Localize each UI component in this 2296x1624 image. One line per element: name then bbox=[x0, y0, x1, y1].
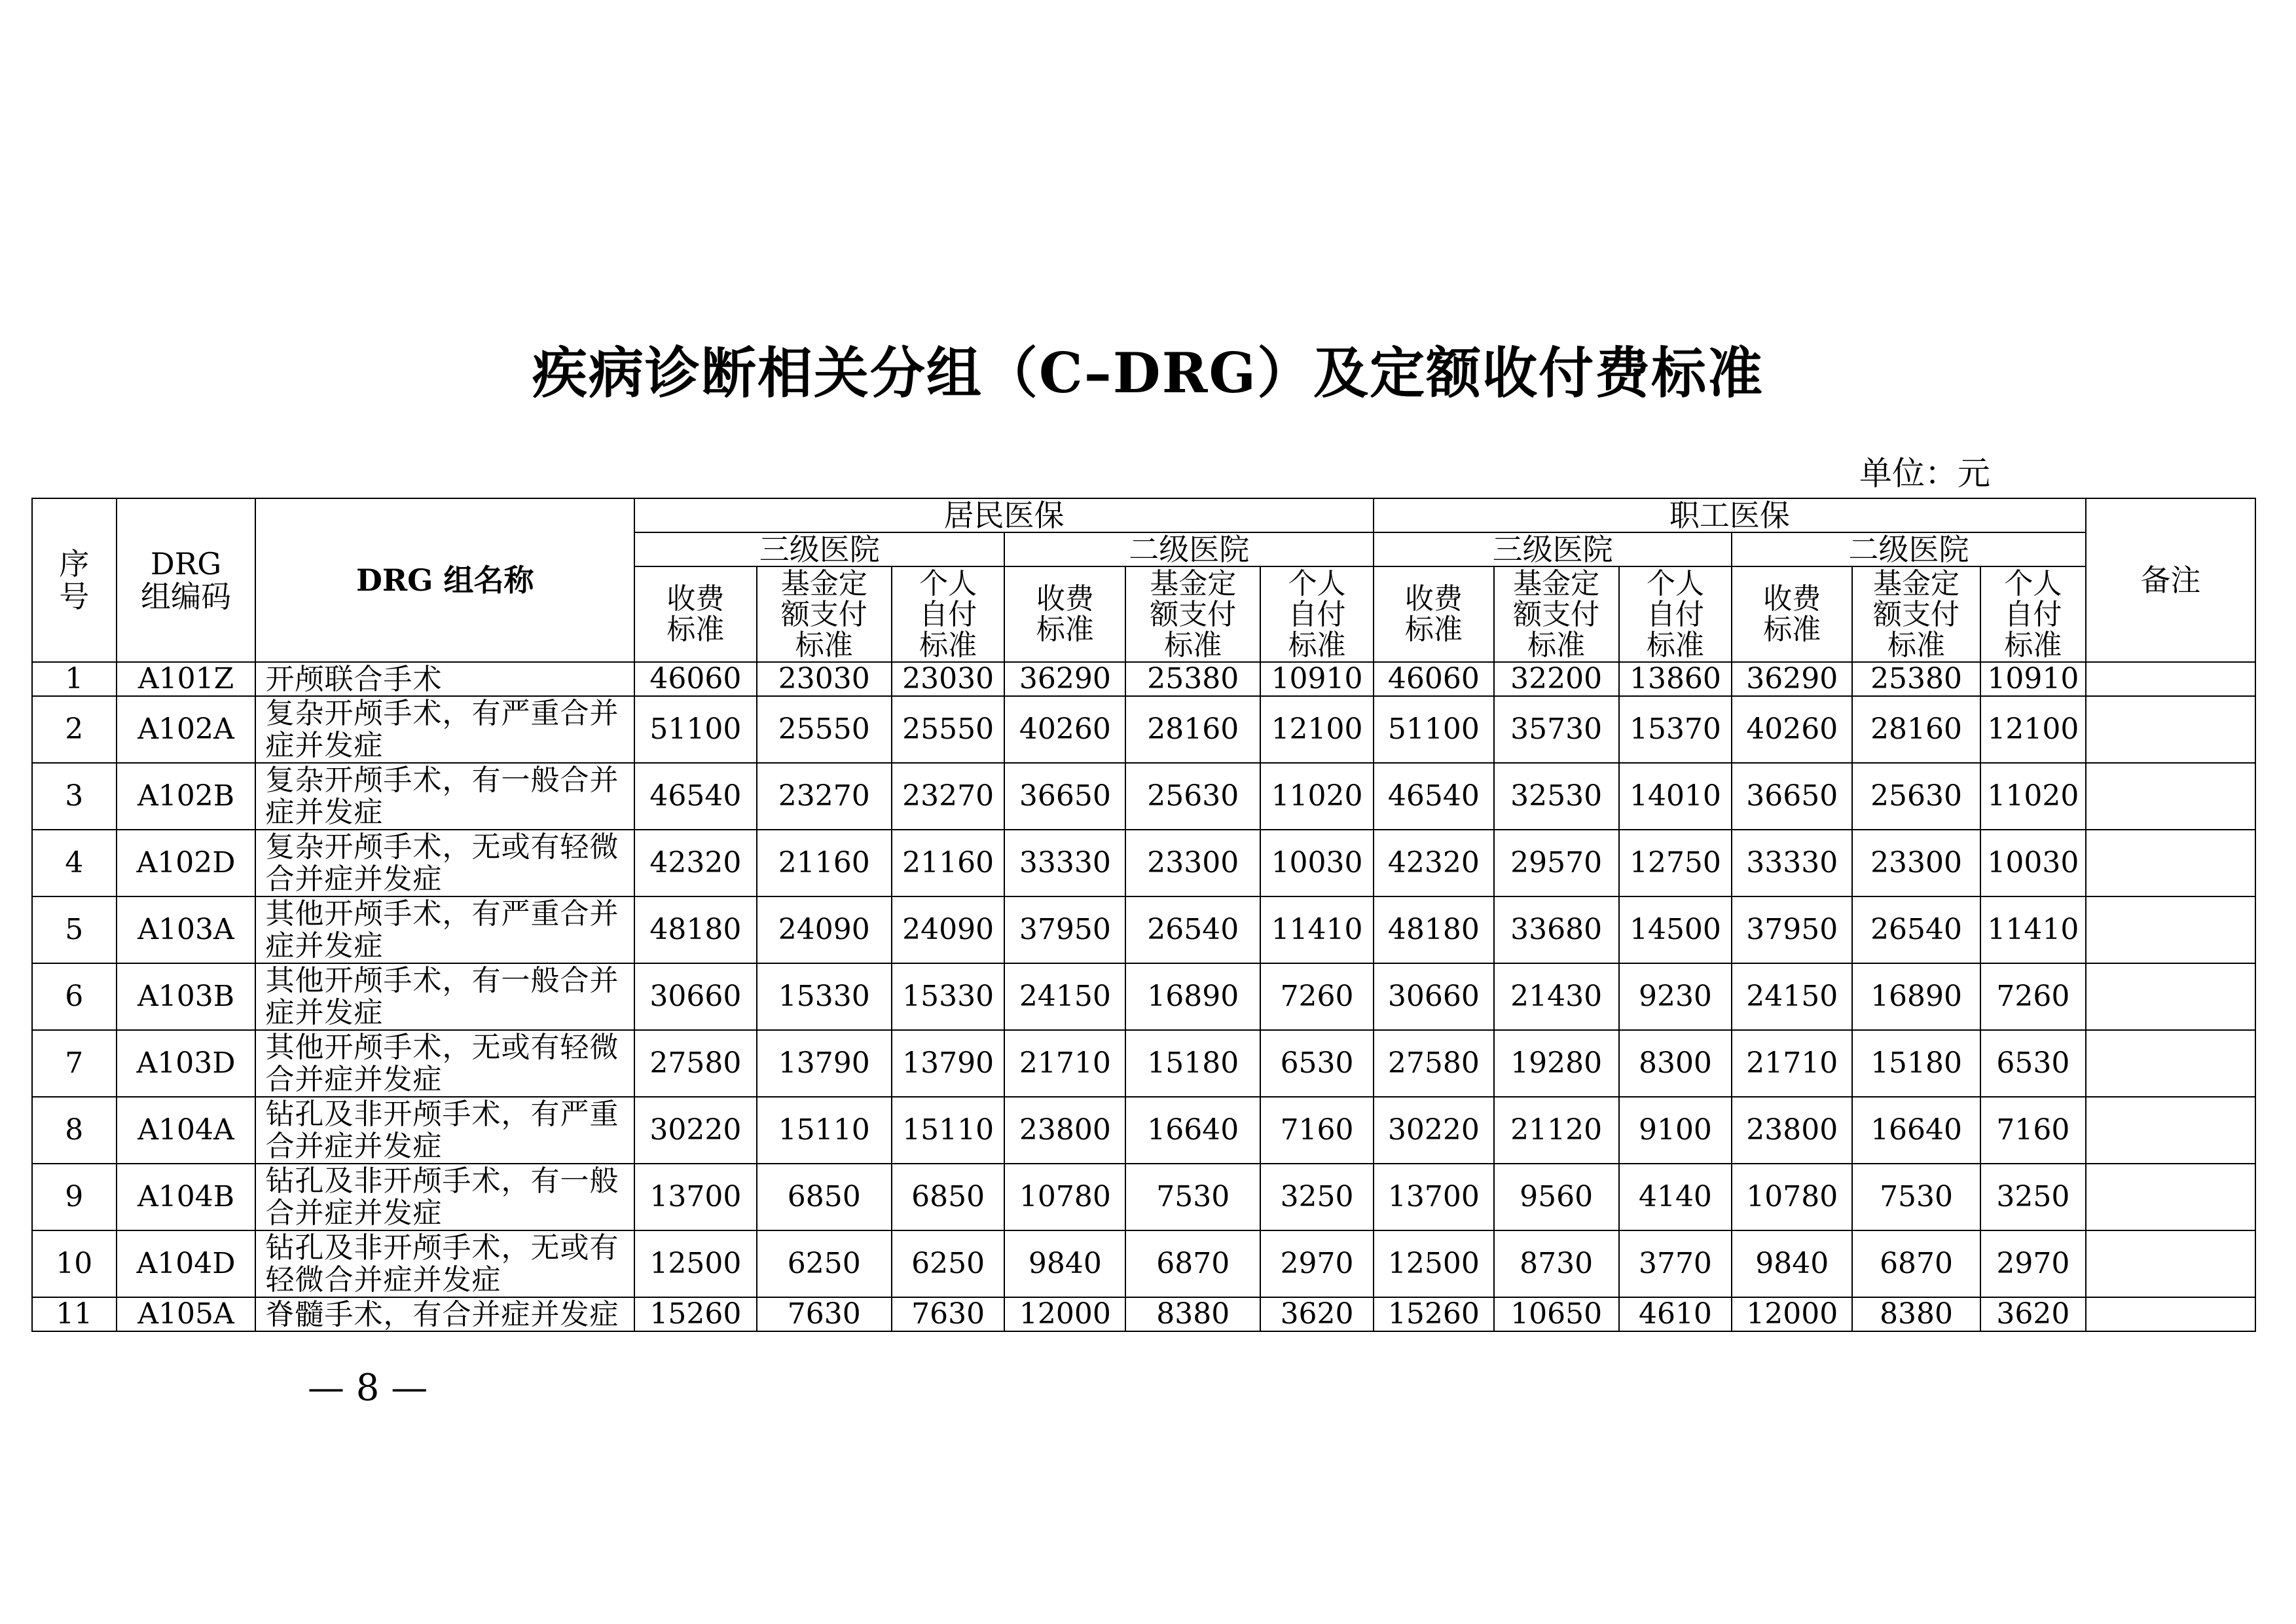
row-fee-value: 7530 bbox=[1125, 1164, 1260, 1230]
row-fee-value: 21160 bbox=[892, 830, 1005, 896]
header-employee-secondary: 二级医院 bbox=[1732, 532, 2085, 566]
row-fee-value: 15260 bbox=[634, 1297, 757, 1331]
row-fee-value: 3250 bbox=[1980, 1164, 2086, 1230]
row-fee-value: 6530 bbox=[1980, 1030, 2086, 1097]
header-self-pay: 个人自付标准 bbox=[892, 566, 1005, 662]
row-fee-value: 27580 bbox=[634, 1030, 757, 1097]
row-seq: 6 bbox=[32, 963, 117, 1030]
row-fee-value: 37950 bbox=[1732, 896, 1852, 963]
row-fee-value: 51100 bbox=[634, 696, 757, 763]
row-seq: 10 bbox=[32, 1230, 117, 1297]
header-fund-payment: 基金定额支付标准 bbox=[1125, 566, 1260, 662]
row-fee-value: 16890 bbox=[1125, 963, 1260, 1030]
header-drg-code: DRG组编码 bbox=[117, 498, 256, 662]
row-fee-value: 12750 bbox=[1619, 830, 1732, 896]
row-fee-value: 10910 bbox=[1980, 662, 2086, 696]
page-number: — 8 — bbox=[308, 1367, 428, 1409]
row-fee-value: 37950 bbox=[1004, 896, 1125, 963]
header-employee-tertiary: 三级医院 bbox=[1374, 532, 1732, 566]
row-fee-value: 15180 bbox=[1852, 1030, 1980, 1097]
row-fee-value: 46060 bbox=[634, 662, 757, 696]
row-fee-value: 40260 bbox=[1732, 696, 1852, 763]
header-resident-tertiary: 三级医院 bbox=[634, 532, 1004, 566]
row-seq: 2 bbox=[32, 696, 117, 763]
header-drg-name: DRG 组名称 bbox=[255, 498, 634, 662]
row-fee-value: 25630 bbox=[1852, 763, 1980, 830]
row-fee-value: 28160 bbox=[1852, 696, 1980, 763]
row-fee-value: 12000 bbox=[1004, 1297, 1125, 1331]
row-seq: 7 bbox=[32, 1030, 117, 1097]
row-fee-value: 46060 bbox=[1374, 662, 1494, 696]
row-fee-value: 19280 bbox=[1494, 1030, 1619, 1097]
row-seq: 8 bbox=[32, 1097, 117, 1164]
row-fee-value: 24090 bbox=[757, 896, 892, 963]
row-fee-value: 6850 bbox=[757, 1164, 892, 1230]
row-drg-name: 复杂开颅手术，有严重合并症并发症 bbox=[255, 696, 634, 763]
table-row bbox=[32, 1297, 2255, 1331]
row-seq: 3 bbox=[32, 763, 117, 830]
row-remark bbox=[2086, 830, 2255, 896]
row-fee-value: 9230 bbox=[1619, 963, 1732, 1030]
row-fee-value: 51100 bbox=[1374, 696, 1494, 763]
row-fee-value: 26540 bbox=[1125, 896, 1260, 963]
row-drg-code: A105A bbox=[117, 1297, 256, 1331]
row-fee-value: 12100 bbox=[1260, 696, 1374, 763]
row-fee-value: 6870 bbox=[1125, 1230, 1260, 1297]
row-fee-value: 10030 bbox=[1260, 830, 1374, 896]
row-fee-value: 3770 bbox=[1619, 1230, 1732, 1297]
row-fee-value: 23800 bbox=[1732, 1097, 1852, 1164]
row-fee-value: 35730 bbox=[1494, 696, 1619, 763]
row-fee-value: 10780 bbox=[1732, 1164, 1852, 1230]
row-fee-value: 24150 bbox=[1004, 963, 1125, 1030]
row-fee-value: 10650 bbox=[1494, 1297, 1619, 1331]
row-drg-code: A104A bbox=[117, 1097, 256, 1164]
table-row bbox=[32, 1230, 2255, 1297]
row-seq: 11 bbox=[32, 1297, 117, 1331]
row-fee-value: 13860 bbox=[1619, 662, 1732, 696]
row-fee-value: 6850 bbox=[892, 1164, 1005, 1230]
row-fee-value: 7160 bbox=[1980, 1097, 2086, 1164]
row-drg-code: A101Z bbox=[117, 662, 256, 696]
table-row bbox=[32, 696, 2255, 763]
row-drg-name: 复杂开颅手术，无或有轻微合并症并发症 bbox=[255, 830, 634, 896]
row-seq: 9 bbox=[32, 1164, 117, 1230]
row-fee-value: 8380 bbox=[1852, 1297, 1980, 1331]
row-fee-value: 12500 bbox=[634, 1230, 757, 1297]
row-drg-name: 钻孔及非开颅手术，有严重合并症并发症 bbox=[255, 1097, 634, 1164]
row-fee-value: 13790 bbox=[892, 1030, 1005, 1097]
row-fee-value: 15330 bbox=[892, 963, 1005, 1030]
row-fee-value: 2970 bbox=[1980, 1230, 2086, 1297]
row-fee-value: 12000 bbox=[1732, 1297, 1852, 1331]
row-drg-code: A103A bbox=[117, 896, 256, 963]
header-fee-standard: 收费标准 bbox=[1374, 566, 1494, 662]
row-fee-value: 11410 bbox=[1980, 896, 2086, 963]
header-seq: 序号 bbox=[32, 498, 117, 662]
row-fee-value: 23030 bbox=[757, 662, 892, 696]
row-fee-value: 23800 bbox=[1004, 1097, 1125, 1164]
row-remark bbox=[2086, 1030, 2255, 1097]
row-fee-value: 16640 bbox=[1125, 1097, 1260, 1164]
row-fee-value: 9840 bbox=[1732, 1230, 1852, 1297]
row-fee-value: 36290 bbox=[1732, 662, 1852, 696]
header-self-pay: 个人自付标准 bbox=[1260, 566, 1374, 662]
row-fee-value: 36650 bbox=[1732, 763, 1852, 830]
row-fee-value: 8380 bbox=[1125, 1297, 1260, 1331]
row-fee-value: 11410 bbox=[1260, 896, 1374, 963]
row-fee-value: 32530 bbox=[1494, 763, 1619, 830]
row-fee-value: 46540 bbox=[634, 763, 757, 830]
row-fee-value: 21710 bbox=[1732, 1030, 1852, 1097]
row-fee-value: 30660 bbox=[1374, 963, 1494, 1030]
row-drg-code: A103B bbox=[117, 963, 256, 1030]
row-fee-value: 10030 bbox=[1980, 830, 2086, 896]
row-seq: 1 bbox=[32, 662, 117, 696]
row-fee-value: 33680 bbox=[1494, 896, 1619, 963]
row-fee-value: 26540 bbox=[1852, 896, 1980, 963]
row-fee-value: 25380 bbox=[1852, 662, 1980, 696]
row-fee-value: 21710 bbox=[1004, 1030, 1125, 1097]
table-row bbox=[32, 1097, 2255, 1164]
row-fee-value: 8300 bbox=[1619, 1030, 1732, 1097]
row-remark bbox=[2086, 662, 2255, 696]
row-fee-value: 23270 bbox=[757, 763, 892, 830]
row-fee-value: 23300 bbox=[1852, 830, 1980, 896]
row-fee-value: 36290 bbox=[1004, 662, 1125, 696]
row-fee-value: 40260 bbox=[1004, 696, 1125, 763]
row-fee-value: 25380 bbox=[1125, 662, 1260, 696]
row-fee-value: 3620 bbox=[1260, 1297, 1374, 1331]
header-fee-standard: 收费标准 bbox=[634, 566, 757, 662]
table-row bbox=[32, 763, 2255, 830]
header-fund-payment: 基金定额支付标准 bbox=[1494, 566, 1619, 662]
row-drg-name: 开颅联合手术 bbox=[255, 662, 634, 696]
row-drg-code: A104B bbox=[117, 1164, 256, 1230]
row-remark bbox=[2086, 1097, 2255, 1164]
row-fee-value: 23030 bbox=[892, 662, 1005, 696]
header-self-pay: 个人自付标准 bbox=[1980, 566, 2086, 662]
row-fee-value: 7260 bbox=[1260, 963, 1374, 1030]
row-fee-value: 36650 bbox=[1004, 763, 1125, 830]
row-drg-name: 其他开颅手术，有一般合并症并发症 bbox=[255, 963, 634, 1030]
row-fee-value: 15370 bbox=[1619, 696, 1732, 763]
row-fee-value: 32200 bbox=[1494, 662, 1619, 696]
row-drg-name: 复杂开颅手术，有一般合并症并发症 bbox=[255, 763, 634, 830]
row-fee-value: 9840 bbox=[1004, 1230, 1125, 1297]
row-remark bbox=[2086, 1230, 2255, 1297]
row-fee-value: 6870 bbox=[1852, 1230, 1980, 1297]
row-fee-value: 23300 bbox=[1125, 830, 1260, 896]
row-fee-value: 25630 bbox=[1125, 763, 1260, 830]
row-fee-value: 48180 bbox=[634, 896, 757, 963]
row-fee-value: 30660 bbox=[634, 963, 757, 1030]
table-row bbox=[32, 963, 2255, 1030]
row-fee-value: 15110 bbox=[892, 1097, 1005, 1164]
row-remark bbox=[2086, 1297, 2255, 1331]
row-drg-code: A103D bbox=[117, 1030, 256, 1097]
row-fee-value: 27580 bbox=[1374, 1030, 1494, 1097]
row-fee-value: 3250 bbox=[1260, 1164, 1374, 1230]
row-drg-code: A102A bbox=[117, 696, 256, 763]
row-fee-value: 7630 bbox=[892, 1297, 1005, 1331]
row-fee-value: 7160 bbox=[1260, 1097, 1374, 1164]
row-fee-value: 21430 bbox=[1494, 963, 1619, 1030]
row-fee-value: 42320 bbox=[634, 830, 757, 896]
row-fee-value: 11020 bbox=[1980, 763, 2086, 830]
fee-standard-table bbox=[31, 498, 2256, 1332]
document-title: 疾病诊断相关分组（C–DRG）及定额收付费标准 bbox=[532, 341, 1764, 405]
unit-label: 单位：元 bbox=[1859, 454, 1990, 492]
row-fee-value: 9560 bbox=[1494, 1164, 1619, 1230]
row-fee-value: 25550 bbox=[757, 696, 892, 763]
row-drg-name: 钻孔及非开颅手术，有一般合并症并发症 bbox=[255, 1164, 634, 1230]
row-fee-value: 4610 bbox=[1619, 1297, 1732, 1331]
row-fee-value: 30220 bbox=[634, 1097, 757, 1164]
row-remark bbox=[2086, 896, 2255, 963]
row-drg-name: 其他开颅手术，有严重合并症并发症 bbox=[255, 896, 634, 963]
row-remark bbox=[2086, 763, 2255, 830]
row-fee-value: 33330 bbox=[1732, 830, 1852, 896]
row-fee-value: 8730 bbox=[1494, 1230, 1619, 1297]
row-fee-value: 2970 bbox=[1260, 1230, 1374, 1297]
row-fee-value: 3620 bbox=[1980, 1297, 2086, 1331]
table-row bbox=[32, 1030, 2255, 1097]
header-fund-payment: 基金定额支付标准 bbox=[757, 566, 892, 662]
row-fee-value: 14500 bbox=[1619, 896, 1732, 963]
row-fee-value: 6250 bbox=[757, 1230, 892, 1297]
header-resident-insurance: 居民医保 bbox=[634, 498, 1374, 532]
row-fee-value: 15110 bbox=[757, 1097, 892, 1164]
row-fee-value: 13700 bbox=[634, 1164, 757, 1230]
row-fee-value: 28160 bbox=[1125, 696, 1260, 763]
table-row bbox=[32, 896, 2255, 963]
row-fee-value: 21160 bbox=[757, 830, 892, 896]
row-fee-value: 16640 bbox=[1852, 1097, 1980, 1164]
row-drg-code: A104D bbox=[117, 1230, 256, 1297]
table-row bbox=[32, 830, 2255, 896]
row-drg-code: A102B bbox=[117, 763, 256, 830]
row-fee-value: 21120 bbox=[1494, 1097, 1619, 1164]
row-drg-code: A102D bbox=[117, 830, 256, 896]
header-employee-insurance: 职工医保 bbox=[1374, 498, 2086, 532]
row-remark bbox=[2086, 696, 2255, 763]
row-fee-value: 30220 bbox=[1374, 1097, 1494, 1164]
row-fee-value: 48180 bbox=[1374, 896, 1494, 963]
row-fee-value: 7630 bbox=[757, 1297, 892, 1331]
row-fee-value: 15260 bbox=[1374, 1297, 1494, 1331]
row-fee-value: 12100 bbox=[1980, 696, 2086, 763]
row-fee-value: 13700 bbox=[1374, 1164, 1494, 1230]
row-fee-value: 25550 bbox=[892, 696, 1005, 763]
row-drg-name: 钻孔及非开颅手术，无或有轻微合并症并发症 bbox=[255, 1230, 634, 1297]
header-remark: 备注 bbox=[2086, 498, 2255, 662]
row-fee-value: 29570 bbox=[1494, 830, 1619, 896]
row-fee-value: 15180 bbox=[1125, 1030, 1260, 1097]
row-fee-value: 23270 bbox=[892, 763, 1005, 830]
header-self-pay: 个人自付标准 bbox=[1619, 566, 1732, 662]
table-row bbox=[32, 662, 2255, 696]
row-remark bbox=[2086, 963, 2255, 1030]
row-fee-value: 46540 bbox=[1374, 763, 1494, 830]
row-fee-value: 14010 bbox=[1619, 763, 1732, 830]
row-fee-value: 16890 bbox=[1852, 963, 1980, 1030]
row-fee-value: 33330 bbox=[1004, 830, 1125, 896]
row-fee-value: 10780 bbox=[1004, 1164, 1125, 1230]
row-seq: 5 bbox=[32, 896, 117, 963]
row-drg-name: 其他开颅手术，无或有轻微合并症并发症 bbox=[255, 1030, 634, 1097]
row-fee-value: 4140 bbox=[1619, 1164, 1732, 1230]
header-fee-standard: 收费标准 bbox=[1732, 566, 1852, 662]
header-resident-secondary: 二级医院 bbox=[1004, 532, 1373, 566]
row-fee-value: 24090 bbox=[892, 896, 1005, 963]
table-row bbox=[32, 1164, 2255, 1230]
row-fee-value: 10910 bbox=[1260, 662, 1374, 696]
row-drg-name: 脊髓手术，有合并症并发症 bbox=[255, 1297, 634, 1331]
row-fee-value: 12500 bbox=[1374, 1230, 1494, 1297]
row-fee-value: 6530 bbox=[1260, 1030, 1374, 1097]
header-fund-payment: 基金定额支付标准 bbox=[1852, 566, 1980, 662]
row-fee-value: 42320 bbox=[1374, 830, 1494, 896]
row-remark bbox=[2086, 1164, 2255, 1230]
row-fee-value: 6250 bbox=[892, 1230, 1005, 1297]
row-fee-value: 24150 bbox=[1732, 963, 1852, 1030]
row-fee-value: 13790 bbox=[757, 1030, 892, 1097]
row-seq: 4 bbox=[32, 830, 117, 896]
row-fee-value: 15330 bbox=[757, 963, 892, 1030]
row-fee-value: 7260 bbox=[1980, 963, 2086, 1030]
row-fee-value: 11020 bbox=[1260, 763, 1374, 830]
row-fee-value: 7530 bbox=[1852, 1164, 1980, 1230]
row-fee-value: 9100 bbox=[1619, 1097, 1732, 1164]
header-fee-standard: 收费标准 bbox=[1004, 566, 1125, 662]
